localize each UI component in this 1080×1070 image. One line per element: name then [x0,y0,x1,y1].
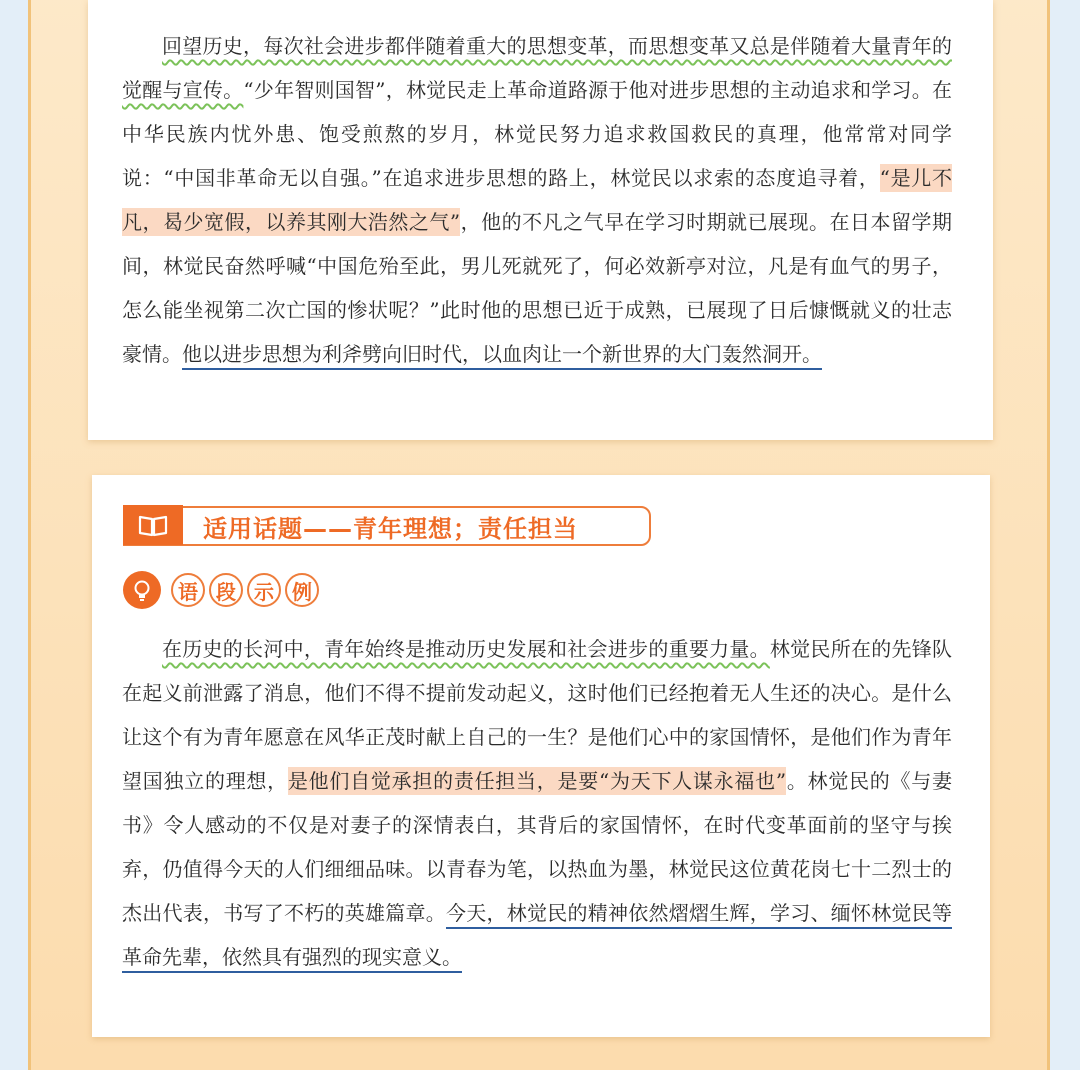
example-char: 段 [209,573,243,607]
body-text: 林觉民所在的先锋队在起义前泄露了消息，他们不得不提前发动起义，这时他们已经抱着无人生还的决心。是什么让这个有为青年愿意在风华正茂时献上自己的一生？是他们心中的家国情怀，是他们作为青年望国独立的理想， [122,637,953,793]
thesis-wavy-underline: 回望历史，每次社会进步都伴随着重大的思想变革，而思想变革又总是伴随着大量青年的觉醒与宣传。 [122,34,952,102]
example-char: 语 [171,573,205,607]
thesis-wavy-underline: 在历史的长河中，青年始终是推动历史发展和社会进步的重要力量。 [162,637,770,661]
example-heading [123,570,319,610]
body-text: “少年智则国智”，林觉民走上革命道路源于他对进步思想的主动追求和学习。在中华民族内忧外患、饱受煎熬的岁月，林觉民努力追求救国救民的真理，他常常对同学说：“中国非革命无以自强。”在追求进步思想的路上，林觉民以求索的态度追寻着， [122,78,953,190]
conclusion-underline: 他以进步思想为利斧劈向旧时代，以血肉让一个新世界的大门轰然洞开。 [182,342,822,366]
example-char: 例 [285,573,319,607]
body-text: ，他的不凡之气早在学习时期就已展现。在日本留学期间，林觉民奋然呼喊“中国危殆至此，男儿死就死了，何必效新亭对泣，凡是有血气的男子，怎么能坐视第二次亡国的惨状呢？”此时他的思想已近于成熟，已展现了日后慷慨就义的壮志豪情。 [122,210,952,366]
excerpt-paragraph-1 [122,24,952,376]
quote-highlight: 是他们自觉承担的责任担当，是要“为天下人谋永福也” [287,769,787,793]
topic-title: 适用话题——青年理想；责任担当 [203,514,578,543]
body-text: 。林觉民的《与妻书》令人感动的不仅是对妻子的深情表白，其背后的家国情怀，在时代变革面前的坚守与挨弃，仍值得今天的人们细细品味。以青春为笔，以热血为墨，林觉民这位黄花岗七十二烈士的杰出代表，书写了不朽的英雄篇章。 [122,769,953,925]
book-icon [123,505,183,545]
conclusion-underline: 今天，林觉民的精神依然熠熠生辉，学习、缅怀林觉民等革命先辈，依然具有强烈的现实意义。 [122,901,952,969]
quote-highlight: “是儿不凡，曷少宽假，以养其刚大浩然之气” [122,166,952,234]
excerpt-paragraph-2 [122,627,952,979]
example-char: 示 [247,573,281,607]
lightbulb-icon [123,571,161,609]
topic-banner [123,506,651,546]
